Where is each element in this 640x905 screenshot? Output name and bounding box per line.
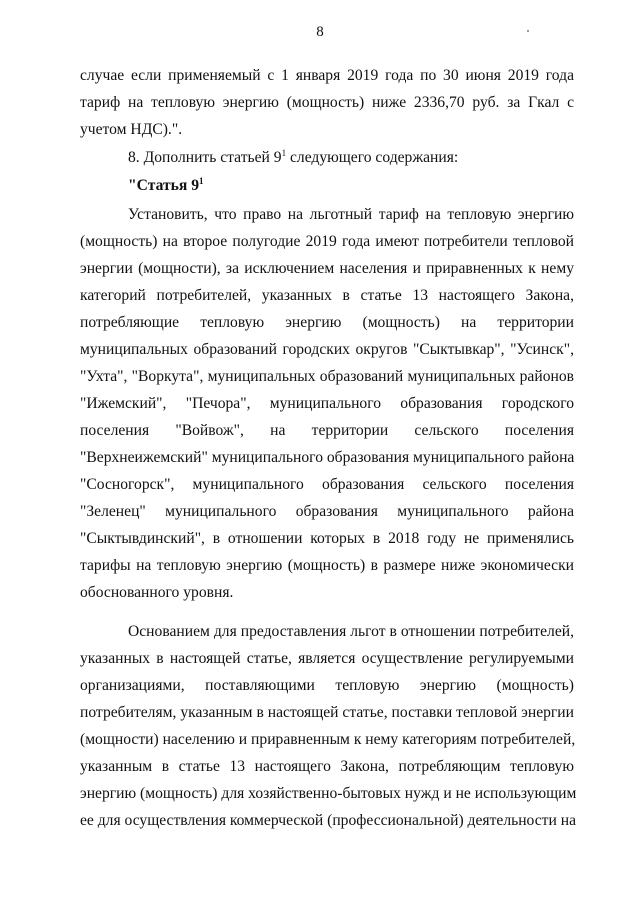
text-line: тариф на тепловую энергию (мощность) ниже 2336,70 руб. за Гкал с	[80, 94, 574, 111]
item-8-text: 8. Дополнить статьей 9	[128, 149, 282, 166]
article-heading	[80, 172, 574, 199]
text-line: указанным в статье 13 настоящего Закона, потребляющим тепловую	[80, 758, 574, 775]
text-line: "Ижемский", "Печора", муниципального образования городского	[80, 395, 574, 412]
page-number: 8	[316, 24, 324, 40]
scan-speck	[527, 30, 529, 32]
text-line: Установить, что право на льготный тариф на тепловую энергию	[128, 206, 574, 223]
text-line: потребляющие тепловую энергию (мощность) на территории	[80, 314, 574, 331]
text-line: категорий потребителей, указанных в статье 13 настоящего Закона,	[80, 287, 574, 304]
text-line: муниципальных образований городских округов "Сыктывкар", "Усинск",	[80, 341, 574, 358]
text-line: организациями, поставляющими тепловую энергию (мощность)	[80, 677, 574, 694]
article-heading-superscript: 1	[199, 175, 204, 186]
article-heading-text: "Статья 9	[128, 177, 199, 194]
text-line: "Зеленец" муниципального образования муниципального района	[80, 503, 574, 520]
text-line: случае если применяемый с 1 января 2019 года по 30 июня 2019 года	[80, 67, 574, 84]
text-line: "Сосногорск", муниципального образования сельского поселения	[80, 476, 574, 493]
text-line: (мощности) населению и приравненным к нему категориям потребителей,	[80, 731, 576, 748]
text-line: энергию (мощность) для хозяйственно-бытовых нужд и не использующим	[80, 785, 577, 802]
text-line: (мощность) на второе полугодие 2019 года имеют потребители тепловой	[80, 233, 574, 250]
text-line: "Сыктывдинский", в отношении которых в 2018 году не применялись	[80, 530, 574, 547]
paragraph-continuation	[80, 62, 574, 143]
text-line: ее для осуществления коммерческой (профессиональной) деятельности на	[80, 812, 576, 829]
item-8	[80, 144, 574, 171]
text-line: энергии (мощности), за исключением населения и приравненных к нему	[80, 260, 574, 277]
document-body	[80, 62, 577, 834]
text-line: "Верхнеижемский" муниципального образования муниципального района	[80, 449, 575, 466]
text-line: поселения "Войвож", на территории сельского поселения	[80, 422, 574, 439]
paragraph-1	[80, 201, 574, 606]
item-8-superscript: 1	[281, 147, 287, 158]
text-line: потребителям, указанным в настоящей статье, поставки тепловой энергии	[80, 704, 574, 721]
text-line: указанных в настоящей статье, является осуществление регулируемыми	[80, 650, 574, 667]
text-line: "Ухта", "Воркута", муниципальных образований муниципальных районов	[80, 368, 574, 385]
text-line: Основанием для предоставления льгот в отношении потребителей,	[128, 623, 574, 640]
text-line: обоснованного уровня.	[80, 584, 234, 601]
item-8-tail: следующего содержания:	[286, 149, 459, 166]
paragraph-2	[80, 618, 577, 834]
paragraph-gap	[80, 606, 574, 618]
text-line: учетом НДС).".	[80, 121, 183, 138]
text-line: тарифы на тепловую энергию (мощность) в размере ниже экономически	[80, 557, 574, 574]
